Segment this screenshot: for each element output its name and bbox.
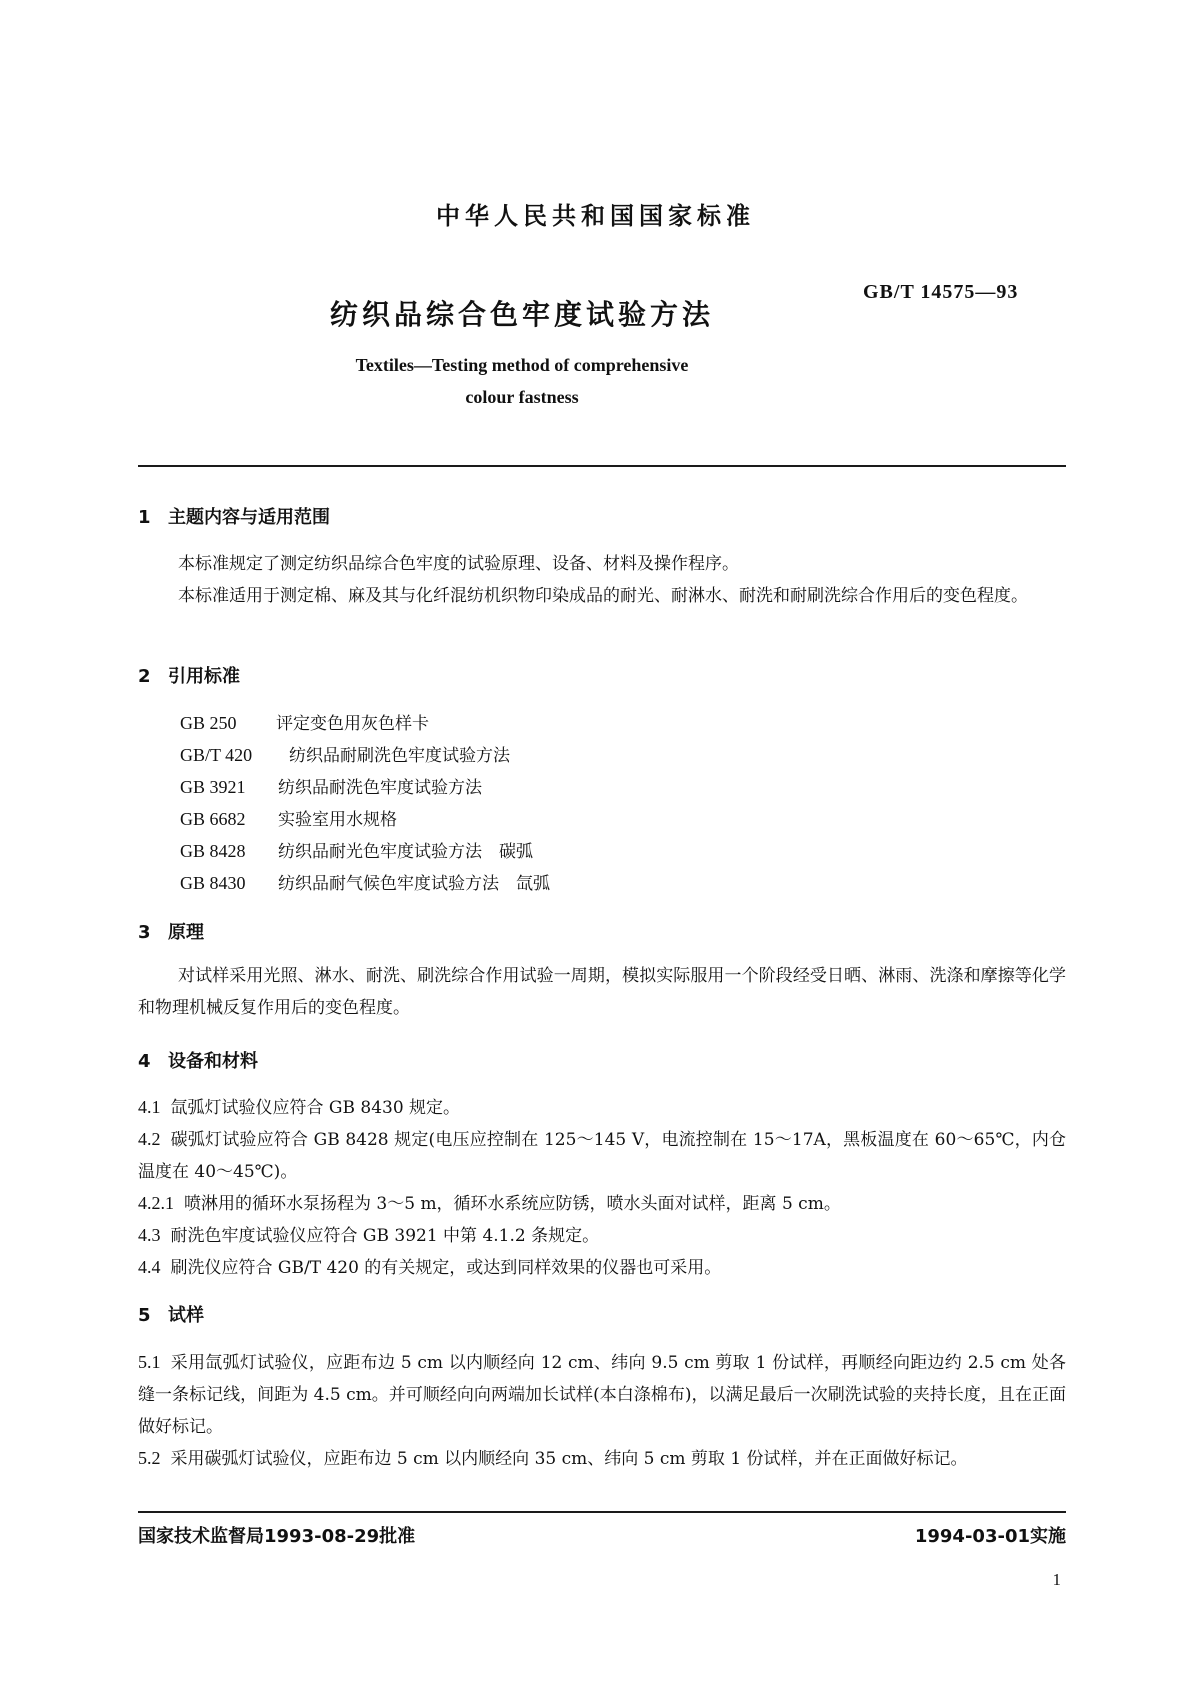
approval-date: 国家技术监督局1993-08-29批准 <box>138 1526 416 1547</box>
reference-item <box>180 709 429 734</box>
clause-4-2-1 <box>138 1187 1066 1220</box>
clause-text: 采用氙弧灯试验仪，应距布边 5 cm 以内顺经向 12 cm、纬向 9.5 cm 剪取 1 份试样，再顺经向距边约 2.5 cm 处各缝一条标记线，间距为 4.5 cm。并可顺经向向两端加长试样(本白涤棉布)，以满足最后一次刷洗试验的夹持长度，且在正面做好标记。 <box>138 1353 1066 1437</box>
section-1-paragraph-2: 本标准适用于测定棉、麻及其与化纤混纺机织物印染成品的耐光、耐淋水、耐洗和耐刷洗综合作用后的变色程度。 <box>178 586 1028 606</box>
reference-title: 实验室用水规格 <box>278 810 397 830</box>
section-title: 试样 <box>168 1305 204 1326</box>
section-title: 主题内容与适用范围 <box>168 507 330 528</box>
section-title: 原理 <box>168 922 204 943</box>
clause-number: 4.2 <box>138 1129 161 1149</box>
section-3-heading <box>138 918 204 944</box>
clause-4-4 <box>138 1251 1066 1284</box>
reference-item <box>180 869 550 894</box>
reference-item <box>180 837 533 862</box>
reference-title: 纺织品耐洗色牢度试验方法 <box>278 778 482 798</box>
clause-5-1 <box>138 1346 1066 1443</box>
clause-number: 4.3 <box>138 1225 161 1245</box>
clause-text: 碳弧灯试验应符合 GB 8428 规定(电压应控制在 125～145 V，电流控制在 15～17A，黑板温度在 60～65℃，内仓温度在 40～45℃)。 <box>138 1130 1066 1182</box>
reference-title: 纺织品耐光色牢度试验方法 碳弧 <box>278 842 533 862</box>
reference-title: 评定变色用灰色样卡 <box>276 714 429 734</box>
section-3-paragraph: 对试样采用光照、淋水、耐洗、刷洗综合作用试验一周期，模拟实际服用一个阶段经受日晒、淋雨、洗涤和摩擦等化学和物理机械反复作用后的变色程度。 <box>138 966 1066 1018</box>
document-title-en-line2: colour fastness <box>465 387 579 407</box>
reference-title: 纺织品耐气候色牢度试验方法 氙弧 <box>278 874 550 894</box>
section-title: 引用标准 <box>168 666 240 687</box>
section-number: 5 <box>138 1305 151 1326</box>
clause-text: 氙弧灯试验仪应符合 GB 8430 规定。 <box>170 1098 461 1118</box>
clause-number: 5.1 <box>138 1352 161 1372</box>
clause-text: 喷淋用的循环水泵扬程为 3～5 m，循环水系统应防锈，喷水头面对试样，距离 5 cm。 <box>184 1194 841 1214</box>
reference-code: GB 8430 <box>180 873 246 893</box>
clause-4-3 <box>138 1219 1066 1252</box>
page-number: 1 <box>1052 1570 1061 1589</box>
section-1-paragraph-1: 本标准规定了测定纺织品综合色牢度的试验原理、设备、材料及操作程序。 <box>178 554 739 574</box>
clause-4-1 <box>138 1091 1066 1124</box>
reference-code: GB 8428 <box>180 841 246 861</box>
reference-item <box>180 773 482 798</box>
section-1-heading <box>138 503 330 529</box>
section-number: 4 <box>138 1051 151 1072</box>
reference-title: 纺织品耐刷洗色牢度试验方法 <box>289 746 510 766</box>
clause-text: 刷洗仪应符合 GB/T 420 的有关规定，或达到同样效果的仪器也可采用。 <box>170 1258 722 1278</box>
clause-number: 4.1 <box>138 1097 161 1117</box>
clause-text: 采用碳弧灯试验仪，应距布边 5 cm 以内顺经向 35 cm、纬向 5 cm 剪取 1 份试样，并在正面做好标记。 <box>170 1449 968 1469</box>
section-number: 3 <box>138 922 151 943</box>
header-divider <box>138 465 1066 467</box>
document-title-cn: 纺织品综合色牢度试验方法 <box>329 298 714 331</box>
section-title: 设备和材料 <box>168 1051 258 1072</box>
standard-number: GB/T 14575—93 <box>863 281 1019 303</box>
reference-code: GB 3921 <box>180 777 246 797</box>
section-5-heading <box>138 1301 204 1327</box>
clause-5-2 <box>138 1442 1066 1475</box>
implementation-date: 1994-03-01实施 <box>914 1526 1066 1547</box>
reference-code: GB 250 <box>180 713 237 733</box>
section-4-heading <box>138 1047 258 1073</box>
reference-item <box>180 741 510 766</box>
footer-divider <box>138 1511 1066 1513</box>
reference-item <box>180 805 397 830</box>
clause-text: 耐洗色牢度试验仪应符合 GB 3921 中第 4.1.2 条规定。 <box>170 1226 600 1246</box>
clause-number: 4.4 <box>138 1257 161 1277</box>
section-number: 1 <box>138 507 151 528</box>
clause-4-2 <box>138 1123 1066 1188</box>
document-title-en-line1: Textiles—Testing method of comprehensive <box>355 355 689 375</box>
national-standard-heading: 中华人民共和国国家标准 <box>436 202 755 230</box>
clause-number: 4.2.1 <box>138 1193 174 1213</box>
clause-number: 5.2 <box>138 1448 161 1468</box>
reference-code: GB/T 420 <box>180 745 253 765</box>
section-2-heading <box>138 662 240 688</box>
section-number: 2 <box>138 666 151 687</box>
reference-code: GB 6682 <box>180 809 246 829</box>
